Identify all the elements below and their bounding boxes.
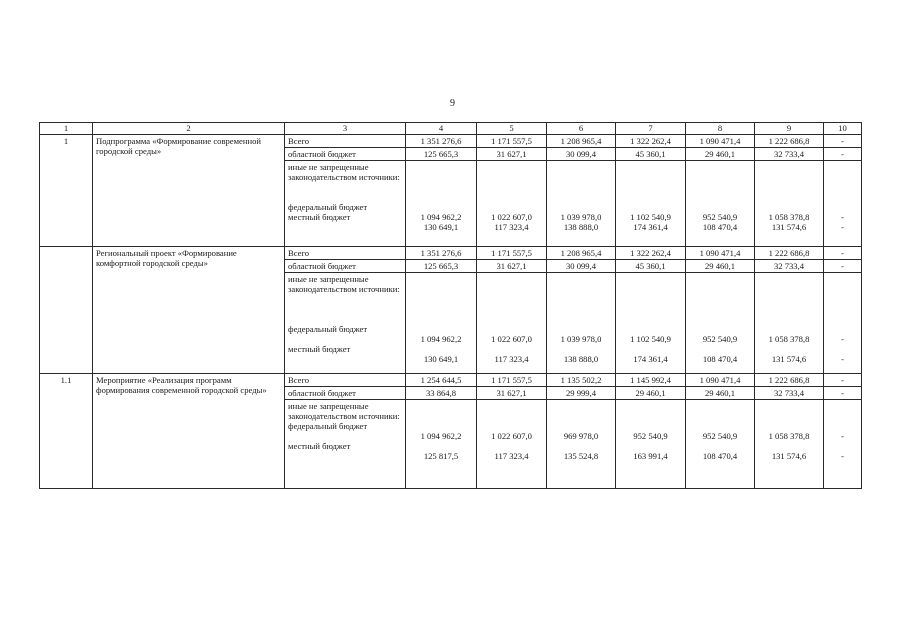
federal-budget-label: федеральный бюджет — [288, 202, 368, 212]
local-value: 163 991,4 — [633, 451, 668, 461]
blank-line — [409, 172, 473, 182]
value-cell: 1 135 502,2 — [547, 374, 616, 387]
blank-line — [480, 274, 543, 284]
page-number: 9 — [450, 98, 455, 109]
value-cell: 29 460,1 — [686, 260, 755, 273]
value-cell: 1 090 471,4 — [686, 374, 755, 387]
source-label-other — [285, 400, 406, 489]
value-cell — [477, 161, 547, 247]
blank-line — [409, 411, 473, 421]
blank-line — [480, 324, 543, 334]
blank-line — [409, 441, 473, 451]
blank-line — [758, 182, 820, 192]
header-cell: 9 — [755, 123, 824, 135]
blank-line — [480, 294, 543, 304]
value-cell: 29 999,4 — [547, 387, 616, 400]
value-cell: 32 733,4 — [755, 387, 824, 400]
blank-line — [480, 182, 543, 192]
blank-line — [550, 274, 612, 284]
header-row — [40, 123, 862, 135]
blank-line — [480, 172, 543, 182]
blank-line — [409, 304, 473, 314]
blank-line — [619, 202, 682, 212]
blank-line — [758, 294, 820, 304]
blank-line — [619, 344, 682, 354]
federal-value: - — [841, 212, 844, 222]
blank-line — [409, 294, 473, 304]
value-cell — [547, 400, 616, 489]
blank-line — [619, 162, 682, 172]
other-sources-label: иные не запрещенные законодательством источники: — [288, 274, 400, 294]
budget-table — [39, 122, 862, 489]
value-cell: 1 322 262,4 — [616, 135, 686, 148]
value-cell — [755, 400, 824, 489]
value-cell: 1 322 262,4 — [616, 247, 686, 260]
blank-line — [619, 274, 682, 284]
blank-line — [689, 401, 751, 411]
federal-value: 1 058 378,8 — [768, 431, 810, 441]
blank-line — [409, 192, 473, 202]
value-cell — [824, 273, 862, 374]
blank-line — [288, 314, 402, 324]
local-value: 117 323,4 — [494, 451, 529, 461]
value-cell: 29 460,1 — [616, 387, 686, 400]
blank-line — [689, 411, 751, 421]
table-row — [40, 374, 862, 387]
value-cell: - — [824, 260, 862, 273]
blank-line — [480, 192, 543, 202]
header-cell: 10 — [824, 123, 862, 135]
value-cell — [477, 400, 547, 489]
value-cell — [686, 273, 755, 374]
other-sources-label: иные не запрещенные законодательством источники: — [288, 162, 400, 182]
blank-line — [758, 324, 820, 334]
value-cell: 1 090 471,4 — [686, 247, 755, 260]
source-label-other — [285, 161, 406, 247]
blank-line — [409, 314, 473, 324]
blank-line — [480, 401, 543, 411]
blank-line — [758, 274, 820, 284]
value-cell: 1 222 686,8 — [755, 247, 824, 260]
federal-budget-label: федеральный бюджет — [288, 421, 368, 431]
blank-line — [480, 304, 543, 314]
value-cell: 125 665,3 — [406, 148, 477, 161]
blank-line — [758, 304, 820, 314]
federal-value: 952 540,9 — [702, 212, 738, 222]
value-cell — [616, 161, 686, 247]
federal-value: - — [841, 334, 844, 344]
source-label-regional: областной бюджет — [285, 387, 406, 400]
blank-line — [550, 192, 612, 202]
federal-value: 1 039 978,0 — [560, 212, 602, 222]
blank-line — [689, 304, 751, 314]
blank-line — [619, 411, 682, 421]
federal-value: 1 094 962,2 — [420, 334, 462, 344]
blank-line — [619, 304, 682, 314]
blank-line — [689, 324, 751, 334]
local-value: 138 888,0 — [563, 222, 599, 232]
value-cell: - — [824, 374, 862, 387]
federal-value: 1 039 978,0 — [560, 334, 602, 344]
value-cell — [406, 273, 477, 374]
blank-line — [288, 334, 402, 344]
federal-value: 1 058 378,8 — [768, 334, 810, 344]
blank-line — [619, 314, 682, 324]
blank-line — [409, 162, 473, 172]
header-cell: 2 — [93, 123, 285, 135]
value-cell: 31 627,1 — [477, 148, 547, 161]
blank-line — [758, 192, 820, 202]
blank-line — [619, 421, 682, 431]
value-cell: 1 171 557,5 — [477, 135, 547, 148]
value-cell — [686, 400, 755, 489]
source-label-total: Всего — [285, 135, 406, 148]
value-cell: 125 665,3 — [406, 260, 477, 273]
header-cell: 5 — [477, 123, 547, 135]
federal-value: 969 978,0 — [563, 431, 599, 441]
blank-line — [480, 314, 543, 324]
federal-value: 952 540,9 — [702, 431, 738, 441]
value-cell: 1 208 965,4 — [547, 135, 616, 148]
blank-line — [827, 314, 858, 324]
blank-line — [689, 344, 751, 354]
blank-line — [550, 314, 612, 324]
value-cell — [406, 161, 477, 247]
value-cell: 1 351 276,6 — [406, 135, 477, 148]
table-row — [40, 247, 862, 260]
blank-line — [758, 441, 820, 451]
blank-line — [827, 284, 858, 294]
blank-line — [758, 344, 820, 354]
blank-line — [827, 344, 858, 354]
blank-line — [619, 294, 682, 304]
blank-line — [409, 324, 473, 334]
blank-line — [288, 182, 402, 192]
value-cell: 1 171 557,5 — [477, 247, 547, 260]
blank-line — [409, 284, 473, 294]
local-value: 174 361,4 — [633, 222, 668, 232]
source-label-regional: областной бюджет — [285, 148, 406, 161]
value-cell — [406, 400, 477, 489]
federal-value: 1 022 607,0 — [491, 334, 532, 344]
blank-line — [827, 192, 858, 202]
blank-line — [827, 162, 858, 172]
item-name-cell: Подпрограмма «Формирование современной городской среды» — [93, 135, 285, 247]
blank-line — [827, 441, 858, 451]
blank-line — [409, 421, 473, 431]
blank-line — [758, 421, 820, 431]
blank-line — [550, 182, 612, 192]
federal-value: - — [841, 431, 844, 441]
value-cell: 1 208 965,4 — [547, 247, 616, 260]
blank-line — [689, 192, 751, 202]
blank-line — [619, 284, 682, 294]
blank-line — [689, 314, 751, 324]
local-budget-label: местный бюджет — [288, 212, 351, 222]
local-value: 131 574,6 — [771, 354, 807, 364]
blank-line — [550, 304, 612, 314]
blank-line — [550, 411, 612, 421]
local-budget-label: местный бюджет — [288, 344, 351, 354]
blank-line — [550, 421, 612, 431]
blank-line — [550, 344, 612, 354]
federal-value: 952 540,9 — [633, 431, 668, 441]
federal-value: 1 022 607,0 — [491, 212, 532, 222]
value-cell — [755, 273, 824, 374]
blank-line — [827, 294, 858, 304]
blank-line — [689, 441, 751, 451]
local-value: 131 574,6 — [771, 222, 807, 232]
blank-line — [827, 421, 858, 431]
blank-line — [550, 441, 612, 451]
value-cell: 30 099,4 — [547, 148, 616, 161]
blank-line — [758, 172, 820, 182]
federal-value: 1 102 540,9 — [630, 212, 671, 222]
blank-line — [288, 304, 402, 314]
blank-line — [758, 411, 820, 421]
header-cell: 3 — [285, 123, 406, 135]
blank-line — [689, 172, 751, 182]
local-value: 117 323,4 — [494, 222, 529, 232]
value-cell: - — [824, 247, 862, 260]
value-cell: 1 222 686,8 — [755, 374, 824, 387]
blank-line — [758, 401, 820, 411]
blank-line — [689, 162, 751, 172]
value-cell: 1 145 992,4 — [616, 374, 686, 387]
item-name-cell: Мероприятие «Реализация программ формирования современной городской среды» — [93, 374, 285, 489]
federal-value: 1 058 378,8 — [768, 212, 810, 222]
value-cell — [547, 161, 616, 247]
value-cell — [824, 400, 862, 489]
local-value: 130 649,1 — [423, 222, 459, 232]
local-value: - — [841, 354, 844, 364]
blank-line — [619, 192, 682, 202]
blank-line — [689, 294, 751, 304]
header-cell: 6 — [547, 123, 616, 135]
blank-line — [550, 162, 612, 172]
value-cell — [547, 273, 616, 374]
blank-line — [827, 304, 858, 314]
header-cell: 1 — [40, 123, 93, 135]
blank-line — [409, 182, 473, 192]
local-value: 108 470,4 — [702, 354, 738, 364]
blank-line — [619, 401, 682, 411]
blank-line — [689, 182, 751, 192]
blank-line — [827, 172, 858, 182]
blank-line — [689, 421, 751, 431]
blank-line — [619, 182, 682, 192]
item-number-cell — [40, 247, 93, 374]
local-value: 117 323,4 — [494, 354, 529, 364]
value-cell: 1 351 276,6 — [406, 247, 477, 260]
local-value: 174 361,4 — [633, 354, 668, 364]
other-sources-label: иные не запрещенные законодательством источники: — [288, 401, 400, 421]
local-value: - — [841, 222, 844, 232]
value-cell: 29 460,1 — [686, 148, 755, 161]
blank-line — [550, 172, 612, 182]
value-cell: 32 733,4 — [755, 148, 824, 161]
value-cell: - — [824, 148, 862, 161]
item-name-cell: Региональный проект «Формирование комфортной городской среды» — [93, 247, 285, 374]
value-cell: 1 254 644,5 — [406, 374, 477, 387]
federal-value: 1 022 607,0 — [491, 431, 532, 441]
value-cell: 1 090 471,4 — [686, 135, 755, 148]
local-value: - — [841, 451, 844, 461]
value-cell — [755, 161, 824, 247]
table-row — [40, 135, 862, 148]
federal-budget-label: федеральный бюджет — [288, 324, 368, 334]
value-cell: 31 627,1 — [477, 260, 547, 273]
local-budget-label: местный бюджет — [288, 441, 351, 451]
blank-line — [288, 294, 402, 304]
blank-line — [827, 324, 858, 334]
blank-line — [480, 411, 543, 421]
blank-line — [827, 411, 858, 421]
source-label-other — [285, 273, 406, 374]
value-cell — [616, 400, 686, 489]
blank-line — [550, 324, 612, 334]
blank-line — [827, 182, 858, 192]
blank-line — [550, 401, 612, 411]
blank-line — [409, 274, 473, 284]
local-value: 130 649,1 — [423, 354, 459, 364]
value-cell — [686, 161, 755, 247]
blank-line — [480, 344, 543, 354]
value-cell: 29 460,1 — [686, 387, 755, 400]
blank-line — [550, 284, 612, 294]
blank-line — [409, 202, 473, 212]
item-number-cell: 1 — [40, 135, 93, 247]
blank-line — [480, 202, 543, 212]
federal-value: 952 540,9 — [702, 334, 738, 344]
value-cell: 31 627,1 — [477, 387, 547, 400]
blank-line — [480, 421, 543, 431]
blank-line — [480, 441, 543, 451]
value-cell — [824, 161, 862, 247]
blank-line — [758, 202, 820, 212]
blank-line — [480, 284, 543, 294]
value-cell: 1 171 557,5 — [477, 374, 547, 387]
federal-value: 1 102 540,9 — [630, 334, 671, 344]
item-number-cell: 1.1 — [40, 374, 93, 489]
blank-line — [758, 284, 820, 294]
value-cell: 32 733,4 — [755, 260, 824, 273]
blank-line — [689, 202, 751, 212]
value-cell: 30 099,4 — [547, 260, 616, 273]
blank-line — [288, 431, 402, 441]
blank-line — [288, 192, 402, 202]
blank-line — [758, 314, 820, 324]
local-value: 125 817,5 — [423, 451, 459, 461]
value-cell: 1 222 686,8 — [755, 135, 824, 148]
value-cell: 33 864,8 — [406, 387, 477, 400]
blank-line — [619, 324, 682, 334]
header-cell: 4 — [406, 123, 477, 135]
value-cell — [616, 273, 686, 374]
value-cell: - — [824, 387, 862, 400]
value-cell — [477, 273, 547, 374]
blank-line — [827, 274, 858, 284]
blank-line — [619, 172, 682, 182]
source-label-regional: областной бюджет — [285, 260, 406, 273]
blank-line — [409, 401, 473, 411]
value-cell: - — [824, 135, 862, 148]
header-cell: 7 — [616, 123, 686, 135]
source-label-total: Всего — [285, 374, 406, 387]
local-value: 131 574,6 — [771, 451, 807, 461]
blank-line — [409, 344, 473, 354]
blank-line — [550, 294, 612, 304]
blank-line — [619, 441, 682, 451]
local-value: 138 888,0 — [563, 354, 599, 364]
value-cell: 45 360,1 — [616, 260, 686, 273]
blank-line — [689, 274, 751, 284]
local-value: 108 470,4 — [702, 451, 738, 461]
blank-line — [480, 162, 543, 172]
federal-value: 1 094 962,2 — [420, 431, 462, 441]
local-value: 135 524,8 — [563, 451, 599, 461]
blank-line — [758, 162, 820, 172]
blank-line — [550, 202, 612, 212]
local-value: 108 470,4 — [702, 222, 738, 232]
blank-line — [827, 401, 858, 411]
blank-line — [827, 202, 858, 212]
source-label-total: Всего — [285, 247, 406, 260]
blank-line — [689, 284, 751, 294]
value-cell: 45 360,1 — [616, 148, 686, 161]
header-cell: 8 — [686, 123, 755, 135]
federal-value: 1 094 962,2 — [420, 212, 462, 222]
